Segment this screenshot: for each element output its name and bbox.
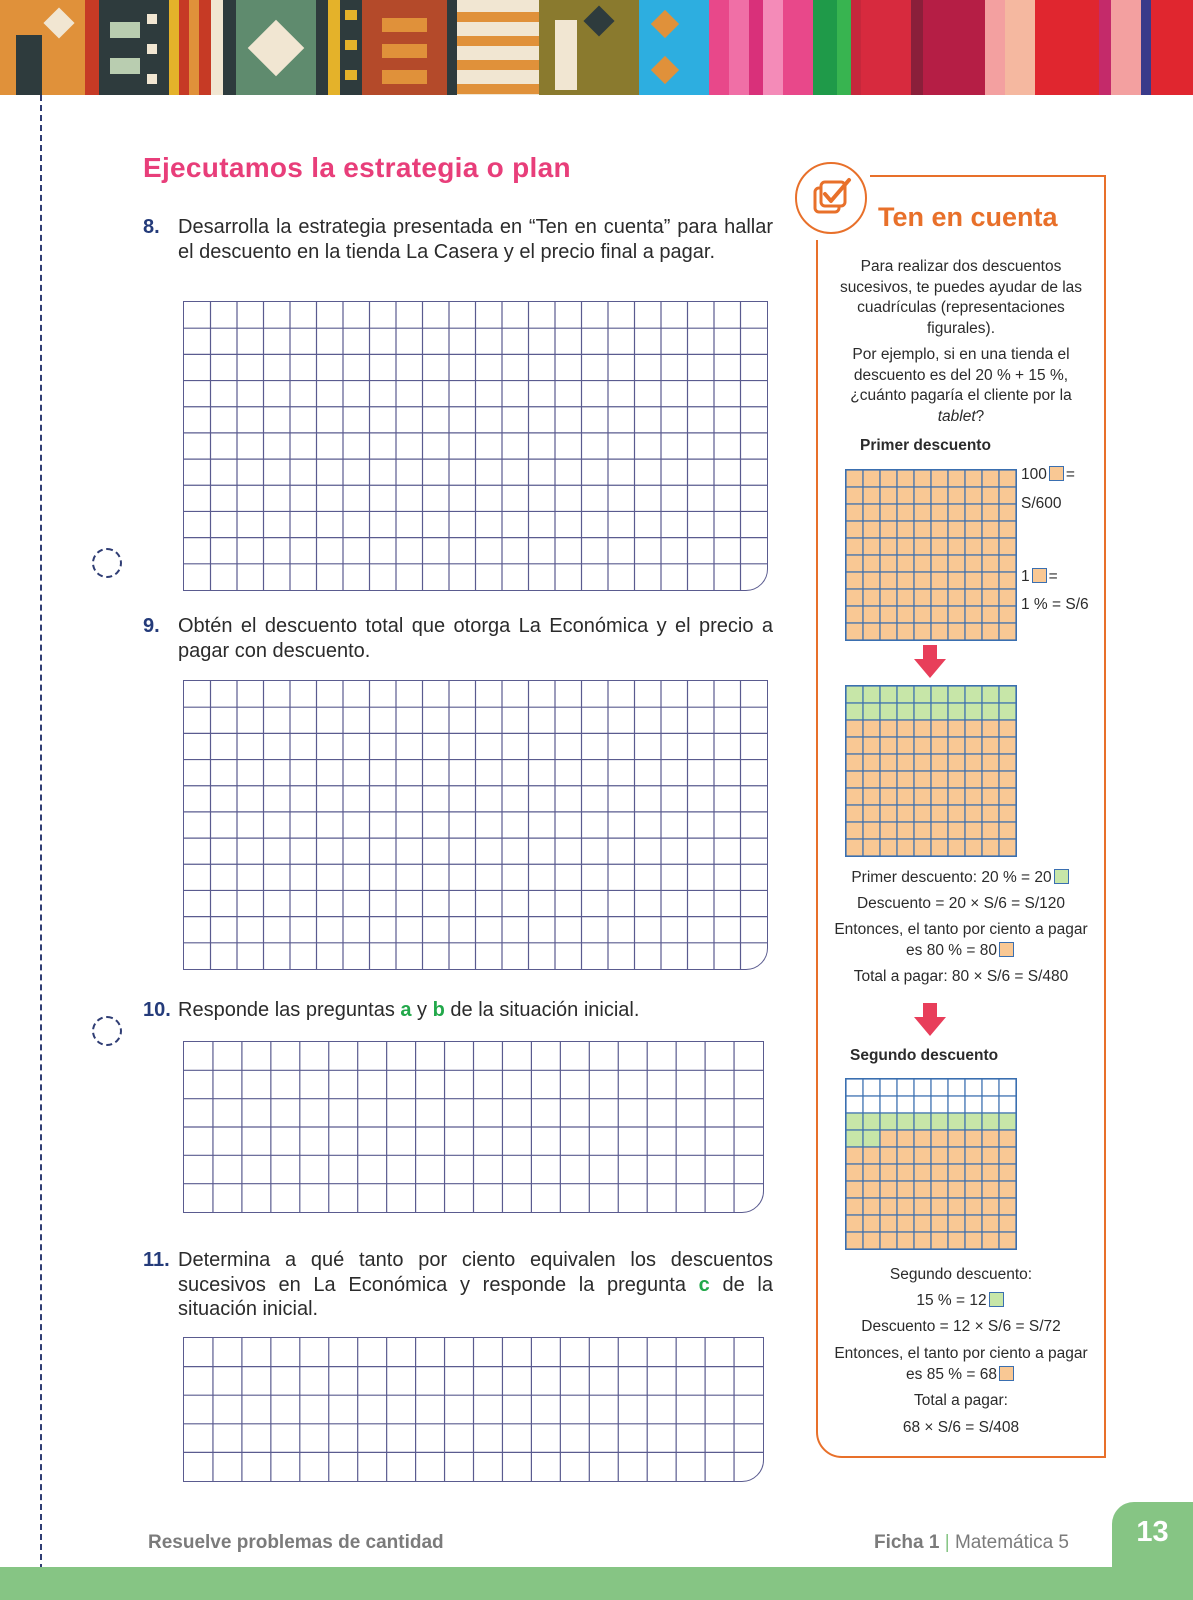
section-title: Ejecutamos la estrategia o plan (143, 152, 571, 183)
second-total: 68 × S/6 = S/408 (902, 1419, 1020, 1436)
second-discount-desc: Segundo descuento: (889, 1266, 1033, 1283)
question-8 (143, 215, 773, 264)
question-number: 8. (143, 216, 160, 238)
legend-100-value: S/600 (1021, 495, 1062, 512)
question-letter-b: b (432, 999, 445, 1021)
answer-grid-8[interactable] (183, 301, 768, 591)
footer-bar (0, 1567, 1193, 1600)
hundred-grid-first-result (845, 685, 1017, 857)
question-text: Responde las preguntas a y b de la situación inicial. (178, 999, 640, 1021)
legend-1-value: 1 % = S/6 (1021, 596, 1089, 613)
punch-hole-mark (92, 1016, 122, 1046)
question-number: 10. (143, 999, 171, 1021)
question-text: Obtén el descuento total que otorga La Económica y el precio a pagar con descuento. (178, 615, 773, 662)
question-number: 9. (143, 615, 160, 637)
hundred-grid-first (845, 469, 1017, 641)
answer-grid-9[interactable] (183, 680, 768, 970)
question-letter-c: c (698, 1273, 710, 1296)
first-discount-calc: Descuento = 20 × S/6 = S/120 (856, 895, 1066, 912)
arrow-down-icon (913, 645, 947, 679)
question-text: Desarrolla la estrategia presentada en “Ten en cuenta” para hallar el descuento en la tienda La Casera y el precio final a pagar. (178, 216, 773, 263)
checklist-icon (795, 162, 867, 234)
tip-intro: Para realizar dos descuentos sucesivos, te puedes ayudar de las cuadrículas (representaciones figurales). (839, 258, 1083, 337)
first-discount-desc: Primer descuento: 20 % = 20 (830, 868, 1092, 889)
question-number: 11. (143, 1249, 170, 1271)
arrow-down-icon (913, 1003, 947, 1037)
decorative-banner (0, 0, 1193, 95)
legend-100: 100 = (1021, 466, 1075, 483)
page-number: 13 (1136, 1516, 1169, 1548)
punch-hole-mark (92, 548, 122, 578)
tip-title: Ten en cuenta (878, 202, 1058, 232)
legend-1: 1 = (1021, 568, 1058, 585)
question-letter-a: a (400, 999, 412, 1021)
second-discount-desc-value: 15 % = 12 (830, 1291, 1092, 1312)
question-9 (143, 614, 773, 663)
second-total-label: Total a pagar: (914, 1392, 1008, 1409)
tip-example: Por ejemplo, si en una tienda el descuento es del 20 % + 15 %, ¿cuánto pagaría el cliente por la tablet? (850, 346, 1072, 425)
second-discount-label: Segundo descuento (850, 1047, 999, 1064)
first-discount-then: Entonces, el tanto por ciento a pagar es 80 % = 80 (834, 921, 1088, 959)
answer-grid-10[interactable] (183, 1041, 764, 1213)
question-10 (143, 998, 773, 1023)
hundred-grid-second (845, 1078, 1017, 1250)
footer-ficha: Ficha 1 | Matemática 5 (873, 1532, 1069, 1553)
binding-dashed-line (40, 95, 42, 1600)
footer-competency: Resuelve problemas de cantidad (148, 1532, 444, 1553)
first-discount-total: Total a pagar: 80 × S/6 = S/480 (853, 968, 1069, 985)
question-text: Determina a qué tanto por ciento equivalen los descuentos sucesivos en La Económica y responde la pregunta c de la situación inicial. (178, 1249, 773, 1320)
first-discount-label: Primer descuento (860, 437, 991, 454)
answer-grid-11[interactable] (183, 1337, 764, 1482)
second-discount-then: Entonces, el tanto por ciento a pagar es 85 % = 68 (834, 1345, 1088, 1383)
second-discount-calc: Descuento = 12 × S/6 = S/72 (861, 1318, 1061, 1335)
question-11 (143, 1248, 773, 1322)
